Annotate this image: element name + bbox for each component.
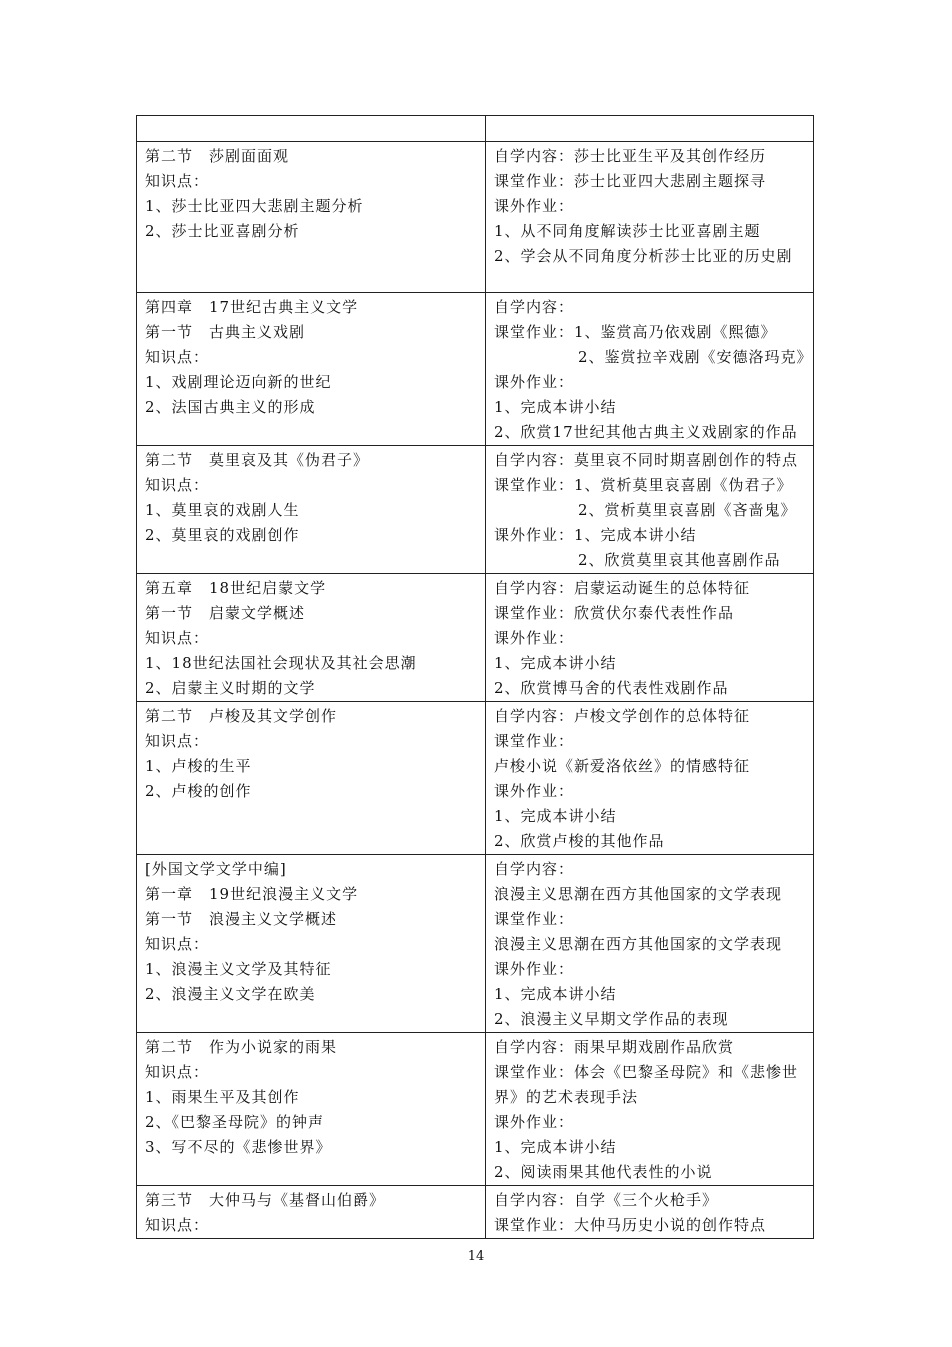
topic-line: 1、莫里哀的戏剧人生 bbox=[145, 501, 300, 519]
assignment-line: 课外作业： bbox=[494, 197, 575, 215]
assignment-line: 1、完成本讲小结 bbox=[494, 398, 617, 416]
page-number: 14 bbox=[467, 1249, 485, 1264]
assignment-line: 课外作业： bbox=[494, 782, 575, 800]
course-plan-table bbox=[136, 115, 814, 1239]
assignment-line: 自学内容： bbox=[494, 298, 575, 316]
assignment-line: 1、完成本讲小结 bbox=[494, 807, 617, 825]
table-row bbox=[137, 1033, 814, 1186]
assignment-line: 课堂作业：欣赏伏尔泰代表性作品 bbox=[494, 604, 735, 622]
assignment-line: 自学内容：莫里哀不同时期喜剧创作的特点 bbox=[494, 451, 799, 469]
topic-line: 知识点： bbox=[145, 348, 210, 366]
table-row bbox=[137, 446, 814, 574]
assignment-line: 2、浪漫主义早期文学作品的表现 bbox=[494, 1010, 729, 1028]
assignment-line: 自学内容：自学《三个火枪手》 bbox=[494, 1191, 719, 1209]
assignment-cell bbox=[486, 1033, 814, 1186]
assignment-line: 课外作业： bbox=[494, 960, 575, 978]
assignment-line: 2、欣赏卢梭的其他作品 bbox=[494, 832, 665, 850]
topic-cell bbox=[137, 855, 486, 1033]
topic-line: 第二节 卢梭及其文学创作 bbox=[145, 707, 338, 725]
topic-line: 1、雨果生平及其创作 bbox=[145, 1088, 300, 1106]
topic-line: 2、莎士比亚喜剧分析 bbox=[145, 222, 300, 240]
assignment-line: 2、阅读雨果其他代表性的小说 bbox=[494, 1163, 713, 1181]
assignment-cell bbox=[486, 855, 814, 1033]
table-row bbox=[137, 855, 814, 1033]
assignment-line: 自学内容：雨果早期戏剧作品欣赏 bbox=[494, 1038, 735, 1056]
topic-line: 第五章 18世纪启蒙文学 bbox=[145, 579, 327, 597]
topic-cell bbox=[137, 116, 486, 142]
assignment-line: 浪漫主义思潮在西方其他国家的文学表现 bbox=[494, 885, 783, 903]
topic-line: 知识点： bbox=[145, 1063, 210, 1081]
assignment-line: 课堂作业：1、鉴赏高乃依戏剧《熙德》 bbox=[494, 323, 777, 341]
topic-line: 1、浪漫主义文学及其特征 bbox=[145, 960, 332, 978]
assignment-line: 课堂作业：莎士比亚四大悲剧主题探寻 bbox=[494, 172, 767, 190]
topic-line: 2、法国古典主义的形成 bbox=[145, 398, 316, 416]
topic-line: 2、莫里哀的戏剧创作 bbox=[145, 526, 300, 544]
assignment-line: 课堂作业：大仲马历史小说的创作特点 bbox=[494, 1216, 767, 1234]
assignment-line: 1、从不同角度解读莎士比亚喜剧主题 bbox=[494, 222, 761, 240]
assignment-line: 课外作业： bbox=[494, 1113, 575, 1131]
table-row bbox=[137, 1186, 814, 1239]
assignment-line: 课堂作业： bbox=[494, 732, 575, 750]
assignment-line: 自学内容：启蒙运动诞生的总体特征 bbox=[494, 579, 751, 597]
assignment-cell bbox=[486, 702, 814, 855]
topic-cell bbox=[137, 293, 486, 446]
assignment-line: 2、欣赏莫里哀其他喜剧作品 bbox=[578, 551, 781, 569]
assignment-line: 课外作业： bbox=[494, 373, 575, 391]
table-row bbox=[137, 116, 814, 142]
topic-line: 第四章 17世纪古典主义文学 bbox=[145, 298, 359, 316]
topic-line: 知识点： bbox=[145, 629, 210, 647]
assignment-line: 自学内容： bbox=[494, 860, 575, 878]
topic-cell bbox=[137, 142, 486, 293]
topic-line: 2、卢梭的创作 bbox=[145, 782, 252, 800]
assignment-cell bbox=[486, 446, 814, 574]
topic-line: 知识点： bbox=[145, 476, 210, 494]
assignment-cell bbox=[486, 293, 814, 446]
table-row bbox=[137, 293, 814, 446]
assignment-line: 界》的艺术表现手法 bbox=[494, 1088, 639, 1106]
assignment-cell bbox=[486, 574, 814, 702]
topic-cell bbox=[137, 574, 486, 702]
assignment-line: 2、鉴赏拉辛戏剧《安德洛玛克》 bbox=[578, 348, 813, 366]
topic-line: [外国文学文学中编] bbox=[145, 860, 287, 878]
topic-line: 第二节 莫里哀及其《伪君子》 bbox=[145, 451, 370, 469]
topic-line: 第一节 古典主义戏剧 bbox=[145, 323, 306, 341]
assignment-cell bbox=[486, 1186, 814, 1239]
topic-line: 知识点： bbox=[145, 732, 210, 750]
topic-line: 知识点： bbox=[145, 1216, 210, 1234]
assignment-line: 1、完成本讲小结 bbox=[494, 1138, 617, 1156]
assignment-line: 卢梭小说《新爱洛依丝》的情感特征 bbox=[494, 757, 751, 775]
assignment-cell bbox=[486, 142, 814, 293]
topic-line: 1、卢梭的生平 bbox=[145, 757, 252, 775]
topic-line: 第二节 作为小说家的雨果 bbox=[145, 1038, 338, 1056]
topic-line: 1、莎士比亚四大悲剧主题分析 bbox=[145, 197, 364, 215]
topic-line: 1、18世纪法国社会现状及其社会思潮 bbox=[145, 654, 417, 672]
assignment-line: 2、欣赏17世纪其他古典主义戏剧家的作品 bbox=[494, 423, 798, 441]
topic-line: 第一节 浪漫主义文学概述 bbox=[145, 910, 338, 928]
topic-line: 第三节 大仲马与《基督山伯爵》 bbox=[145, 1191, 386, 1209]
topic-line: 知识点： bbox=[145, 935, 210, 953]
assignment-line: 自学内容：卢梭文学创作的总体特征 bbox=[494, 707, 751, 725]
table-row bbox=[137, 142, 814, 293]
topic-cell bbox=[137, 1186, 486, 1239]
assignment-line: 浪漫主义思潮在西方其他国家的文学表现 bbox=[494, 935, 783, 953]
topic-cell bbox=[137, 1033, 486, 1186]
assignment-line: 2、欣赏博马舍的代表性戏剧作品 bbox=[494, 679, 729, 697]
assignment-line: 课堂作业： bbox=[494, 910, 575, 928]
topic-line: 2、《巴黎圣母院》的钟声 bbox=[145, 1113, 325, 1131]
assignment-line: 2、赏析莫里哀喜剧《吝啬鬼》 bbox=[578, 501, 797, 519]
assignment-line: 课堂作业：1、赏析莫里哀喜剧《伪君子》 bbox=[494, 476, 793, 494]
topic-line: 第二节 莎剧面面观 bbox=[145, 147, 290, 165]
topic-line: 1、戏剧理论迈向新的世纪 bbox=[145, 373, 332, 391]
assignment-line: 1、完成本讲小结 bbox=[494, 985, 617, 1003]
table-row bbox=[137, 574, 814, 702]
topic-cell bbox=[137, 702, 486, 855]
assignment-line: 课外作业：1、完成本讲小结 bbox=[494, 526, 697, 544]
assignment-cell bbox=[486, 116, 814, 142]
assignment-line: 1、完成本讲小结 bbox=[494, 654, 617, 672]
topic-cell bbox=[137, 446, 486, 574]
table-row bbox=[137, 702, 814, 855]
topic-line: 2、浪漫主义文学在欧美 bbox=[145, 985, 316, 1003]
topic-line: 2、启蒙主义时期的文学 bbox=[145, 679, 316, 697]
topic-line: 知识点： bbox=[145, 172, 210, 190]
assignment-line: 课外作业： bbox=[494, 629, 575, 647]
topic-line: 第一章 19世纪浪漫主义文学 bbox=[145, 885, 359, 903]
topic-line: 3、写不尽的《悲惨世界》 bbox=[145, 1138, 332, 1156]
assignment-line: 自学内容：莎士比亚生平及其创作经历 bbox=[494, 147, 767, 165]
assignment-line: 课堂作业：体会《巴黎圣母院》和《悲惨世 bbox=[494, 1063, 799, 1081]
assignment-line: 2、学会从不同角度分析莎士比亚的历史剧 bbox=[494, 247, 793, 265]
topic-line: 第一节 启蒙文学概述 bbox=[145, 604, 306, 622]
